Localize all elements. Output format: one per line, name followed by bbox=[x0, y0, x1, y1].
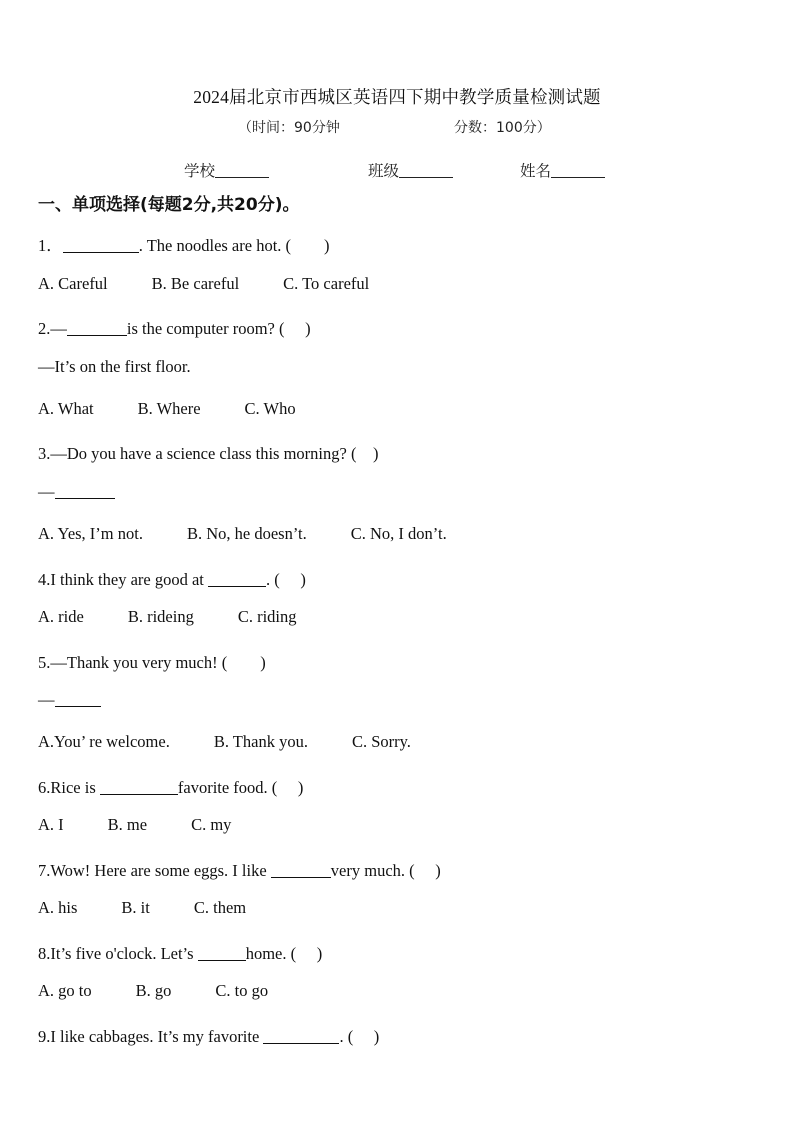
dialogue-5: — bbox=[38, 690, 101, 710]
option-a[interactable]: A. his bbox=[38, 898, 78, 917]
option-a[interactable]: A. I bbox=[38, 815, 64, 834]
question-8: 8.It’s five o'clock. Let’s home. ( ) bbox=[38, 944, 323, 963]
name-blank[interactable] bbox=[551, 163, 605, 178]
option-b[interactable]: B. Thank you. bbox=[213, 732, 308, 751]
answer-blank[interactable] bbox=[67, 321, 127, 336]
question-2: 2.— is the computer room? ( ) bbox=[38, 319, 311, 338]
answer-blank[interactable] bbox=[198, 946, 246, 961]
option-c[interactable]: C. riding bbox=[237, 607, 297, 626]
options-4 bbox=[38, 607, 341, 627]
dialogue-2: —It’s on the first floor. bbox=[38, 357, 191, 376]
question-6: 6.Rice is favorite food. ( ) bbox=[38, 778, 304, 797]
exam-time: （时间：90分钟 bbox=[238, 120, 340, 136]
school-field bbox=[184, 159, 269, 181]
option-a[interactable]: A. Yes, I’m not. bbox=[38, 524, 143, 543]
option-a[interactable]: A. Careful bbox=[38, 274, 108, 293]
options-2 bbox=[38, 399, 340, 419]
answer-blank[interactable] bbox=[63, 238, 139, 253]
class-field bbox=[368, 159, 453, 181]
class-blank[interactable] bbox=[399, 163, 453, 178]
option-c[interactable]: C. To careful bbox=[283, 274, 370, 293]
answer-blank[interactable] bbox=[271, 863, 331, 878]
exam-score: 分数：100分） bbox=[454, 120, 551, 136]
option-b[interactable]: B. me bbox=[107, 815, 148, 834]
name-label: 姓名 bbox=[520, 162, 552, 180]
options-6 bbox=[38, 815, 275, 835]
options-3 bbox=[38, 524, 491, 544]
options-5 bbox=[38, 732, 455, 752]
options-1 bbox=[38, 274, 413, 294]
answer-blank[interactable] bbox=[263, 1029, 339, 1044]
option-c[interactable]: C. them bbox=[193, 898, 247, 917]
answer-blank[interactable] bbox=[55, 484, 115, 499]
options-8 bbox=[38, 981, 312, 1001]
question-9: 9.I like cabbages. It’s my favorite . ( ) bbox=[38, 1027, 380, 1046]
option-a[interactable]: A.You’ re welcome. bbox=[38, 732, 170, 751]
option-c[interactable]: C. Who bbox=[244, 399, 296, 418]
question-1: 1． . The noodles are hot. ( ) bbox=[38, 236, 330, 255]
option-a[interactable]: A. go to bbox=[38, 981, 92, 1000]
name-field bbox=[520, 159, 605, 181]
answer-blank[interactable] bbox=[55, 692, 101, 707]
option-b[interactable]: B. No, he doesn’t. bbox=[186, 524, 307, 543]
school-label: 学校 bbox=[184, 162, 216, 180]
options-7 bbox=[38, 898, 290, 918]
class-label: 班级 bbox=[368, 162, 400, 180]
option-b[interactable]: B. go bbox=[135, 981, 172, 1000]
option-c[interactable]: C. No, I don’t. bbox=[350, 524, 447, 543]
page-title: 2024届北京市西城区英语四下期中教学质量检测试题 bbox=[193, 87, 601, 107]
option-c[interactable]: C. to go bbox=[215, 981, 269, 1000]
question-7: 7.Wow! Here are some eggs. I like very much. ( ) bbox=[38, 861, 441, 880]
section-heading: 一、单项选择(每题2分,共20分)。 bbox=[38, 195, 300, 215]
option-b[interactable]: B. Be careful bbox=[151, 274, 240, 293]
question-3: 3.—Do you have a science class this morning? ( ) bbox=[38, 444, 379, 463]
option-c[interactable]: C. my bbox=[191, 815, 232, 834]
question-4: 4.I think they are good at . ( ) bbox=[38, 570, 306, 589]
school-blank[interactable] bbox=[215, 163, 269, 178]
option-a[interactable]: A. What bbox=[38, 399, 94, 418]
answer-blank[interactable] bbox=[100, 780, 178, 795]
option-a[interactable]: A. ride bbox=[38, 607, 84, 626]
dialogue-3: — bbox=[38, 482, 115, 502]
option-b[interactable]: B. rideing bbox=[127, 607, 194, 626]
option-b[interactable]: B. it bbox=[121, 898, 150, 917]
answer-blank[interactable] bbox=[208, 572, 266, 587]
option-c[interactable]: C. Sorry. bbox=[351, 732, 411, 751]
option-b[interactable]: B. Where bbox=[137, 399, 201, 418]
question-5: 5.—Thank you very much! ( ) bbox=[38, 653, 266, 672]
